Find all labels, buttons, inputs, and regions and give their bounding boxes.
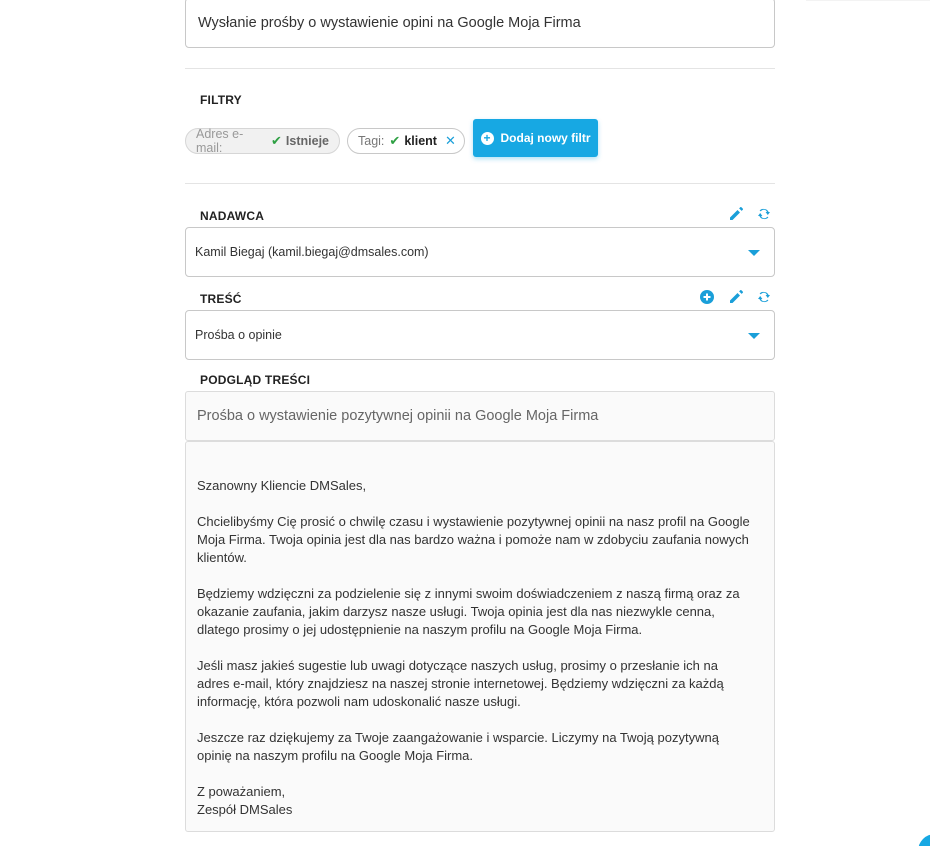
filters-label: FILTRY bbox=[200, 93, 242, 107]
filter-chip-field: Tagi: bbox=[358, 134, 385, 148]
preview-closing: Z poważaniem, bbox=[197, 784, 286, 799]
sender-label: NADAWCA bbox=[200, 209, 265, 223]
top-divider-right bbox=[806, 0, 930, 1]
chat-widget-button[interactable] bbox=[918, 834, 930, 846]
preview-label: PODGLĄD TREŚCI bbox=[200, 373, 311, 387]
chevron-down-icon bbox=[748, 250, 760, 256]
preview-body bbox=[185, 441, 775, 832]
campaign-name-value: Wysłanie prośby o wystawienie opini na Google Moja Firma bbox=[198, 15, 581, 31]
refresh-icon[interactable] bbox=[756, 206, 772, 222]
filter-chip-value: klient bbox=[404, 134, 437, 148]
filter-chip-value: Istnieje bbox=[285, 134, 329, 148]
remove-filter-icon[interactable]: ✕ bbox=[444, 133, 456, 148]
preview-subject bbox=[185, 391, 775, 441]
content-select[interactable] bbox=[185, 310, 775, 360]
refresh-icon[interactable] bbox=[756, 289, 772, 305]
preview-paragraph: Będziemy wdzięczni za podzielenie się z innymi swoim doświadczeniem z naszą firmą oraz za okazanie zaufania, jakim darzysz nasze usługi. Twoja opinia jest dla nas niezwykle cenna, dlatego prosimy o jej udostępnienie na naszym profilu na Google Moja Firma. bbox=[197, 586, 740, 637]
campaign-name-input[interactable] bbox=[185, 0, 775, 48]
filter-chip-tags[interactable] bbox=[347, 128, 465, 154]
check-icon: ✔ bbox=[271, 133, 282, 148]
add-filter-button-label: Dodaj nowy filtr bbox=[500, 131, 591, 145]
section-divider bbox=[185, 183, 775, 184]
preview-signature: Zespół DMSales bbox=[197, 802, 293, 817]
preview-greeting: Szanowny Kliencie DMSales, bbox=[197, 478, 367, 493]
add-filter-button[interactable] bbox=[473, 119, 598, 157]
content-select-value: Prośba o opinie bbox=[195, 328, 282, 342]
plus-circle-icon[interactable] bbox=[699, 289, 715, 305]
preview-paragraph: Jeśli masz jakieś sugestie lub uwagi dotyczące naszych usług, prosimy o przesłanie ich na adres e-mail, który znajdziesz na naszej stronie internetowej. Będziemy wdzięczni za każdą informację, która pozwoli nam udoskonalić nasze usługi. bbox=[197, 658, 724, 709]
sender-select[interactable] bbox=[185, 227, 775, 277]
pencil-icon[interactable] bbox=[728, 289, 744, 305]
check-icon: ✔ bbox=[389, 133, 401, 148]
preview-paragraph: Chcielibyśmy Cię prosić o chwilę czasu i wystawienie pozytywnej opinii na nasz profil na Google Moja Firma. Twoja opinia jest dla nas bardzo ważna i pomoże nam w zdobyciu zaufania nowych klientów. bbox=[197, 514, 750, 565]
chevron-down-icon bbox=[748, 333, 760, 339]
preview-subject-text: Prośba o wystawienie pozytywnej opinii na Google Moja Firma bbox=[197, 408, 599, 424]
sender-select-value: Kamil Biegaj (kamil.biegaj@dmsales.com) bbox=[195, 245, 429, 259]
filter-chip-field: Adres e-mail: bbox=[196, 127, 244, 155]
section-divider bbox=[185, 68, 775, 69]
content-label: TREŚĆ bbox=[200, 292, 242, 306]
pencil-icon[interactable] bbox=[728, 206, 744, 222]
preview-paragraph: Jeszcze raz dziękujemy za Twoje zaangażowanie i wsparcie. Liczymy na Twoją pozytywną opinię na naszym profilu na Google Moja Firma. bbox=[197, 730, 719, 763]
filter-chip-email[interactable] bbox=[185, 128, 340, 154]
plus-circle-icon: + bbox=[481, 132, 494, 145]
